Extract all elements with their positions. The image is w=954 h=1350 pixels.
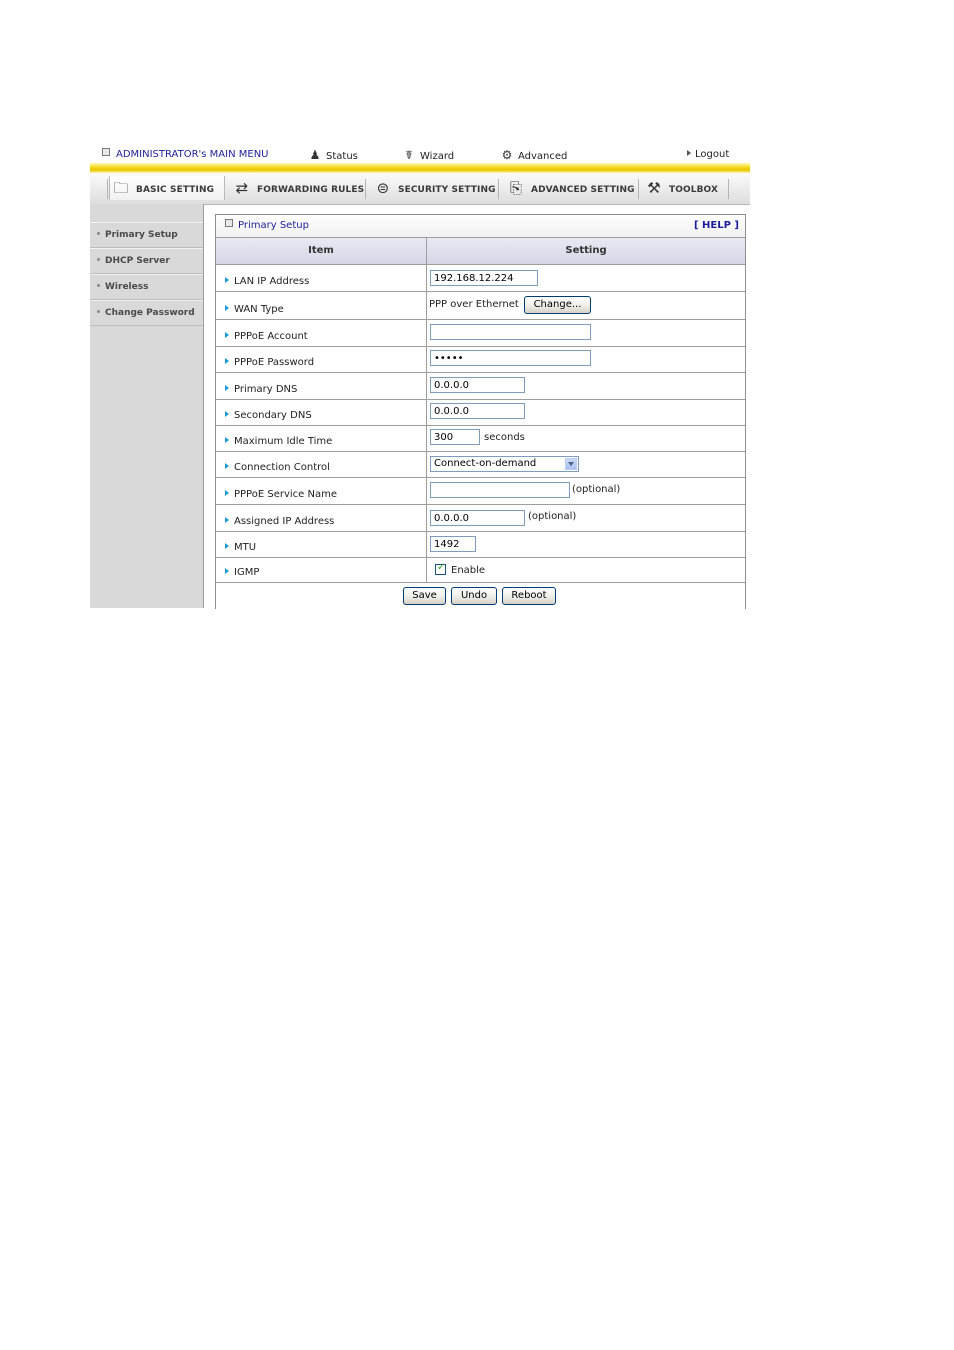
undo-button[interactable]: Undo: [451, 587, 497, 605]
sidebar-item-label: Wireless: [105, 282, 149, 292]
logout-label: Logout: [695, 149, 730, 160]
wizard-icon: ☤: [404, 148, 414, 162]
row-setting-cell: [427, 505, 745, 531]
row-setting-cell: [427, 532, 745, 557]
row-label: [225, 436, 332, 447]
row-primary-dns: [216, 373, 745, 400]
row-arrow-icon: [225, 543, 229, 549]
label-text: LAN IP Address: [234, 276, 310, 287]
panel-square-icon: [225, 219, 233, 227]
select-value: Connect-on-demand: [434, 458, 537, 469]
row-label: [225, 542, 256, 553]
save-button[interactable]: Save: [403, 587, 446, 605]
help-link[interactable]: [ HELP ]: [693, 220, 739, 231]
sidebar-item-change-password[interactable]: [90, 300, 203, 326]
igmp-enable-label: Enable: [451, 565, 486, 576]
lan-ip-input[interactable]: [430, 270, 538, 286]
status-label: Status: [326, 151, 358, 162]
row-arrow-icon: [225, 385, 229, 391]
advanced-label: Advanced: [518, 151, 568, 162]
row-label-cell: [216, 265, 427, 291]
assigned-ip-optional: (optional): [528, 511, 577, 522]
row-label: [225, 357, 314, 368]
row-label: [225, 331, 308, 342]
label-text: PPPoE Account: [234, 331, 308, 342]
row-igmp: [216, 558, 745, 583]
sidebar-item-label: Change Password: [105, 308, 195, 318]
advanced-icon: ⚙: [501, 148, 513, 162]
row-label: [225, 304, 284, 315]
row-setting-cell: [427, 373, 745, 399]
row-setting-cell: [427, 478, 745, 504]
igmp-enable-checkbox[interactable]: [435, 564, 446, 575]
service-name-input[interactable]: [430, 482, 570, 498]
advanced-link[interactable]: [500, 148, 567, 162]
tab-label: BASIC SETTING: [136, 185, 215, 195]
row-arrow-icon: [225, 437, 229, 443]
row-connection-control: [216, 452, 745, 478]
assigned-ip-input[interactable]: [430, 510, 525, 526]
tab-toolbox[interactable]: [643, 176, 718, 200]
label-text: Assigned IP Address: [234, 516, 335, 527]
row-label: [225, 276, 309, 287]
sidebar-item-primary-setup[interactable]: [90, 222, 203, 248]
panel-title: Primary Setup: [238, 220, 309, 231]
sidebar-item-wireless[interactable]: [90, 274, 203, 300]
row-label: [225, 384, 297, 395]
status-person-icon: ♟: [309, 148, 321, 162]
row-setting-cell: [427, 320, 745, 346]
row-lan-ip: [216, 265, 745, 292]
row-pppoe-account: [216, 320, 745, 347]
row-label-cell: [216, 400, 427, 425]
row-label-cell: [216, 426, 427, 451]
logout-link[interactable]: [687, 148, 729, 162]
row-arrow-icon: [225, 332, 229, 338]
pppoe-password-input[interactable]: [430, 350, 591, 366]
tab-separator: [365, 179, 366, 199]
row-label-cell: [216, 478, 427, 504]
pppoe-account-input[interactable]: [430, 324, 591, 340]
row-arrow-icon: [225, 517, 229, 523]
column-header-item: Item: [216, 238, 427, 265]
row-arrow-icon: [225, 277, 229, 283]
bullet-icon: [97, 232, 100, 235]
row-arrow-icon: [225, 411, 229, 417]
logout-arrow-icon: [687, 150, 691, 156]
row-arrow-icon: [225, 463, 229, 469]
row-secondary-dns: [216, 400, 745, 426]
row-setting-cell: [427, 400, 745, 425]
reboot-button[interactable]: Reboot: [502, 587, 556, 605]
top-menu: [90, 146, 750, 164]
tab-separator: [638, 179, 639, 199]
panel-header: [216, 215, 745, 238]
row-mtu: [216, 532, 745, 558]
advanced-setting-icon: ⎘: [509, 179, 523, 197]
status-link[interactable]: [308, 148, 358, 162]
row-label-cell: [216, 532, 427, 557]
label-text: IGMP: [234, 567, 260, 578]
row-label-cell: [216, 452, 427, 477]
row-setting-cell: [427, 347, 745, 372]
row-setting-cell: [427, 265, 745, 291]
row-setting-cell: [427, 426, 745, 451]
change-wan-type-button[interactable]: Change...: [524, 296, 591, 314]
row-label-cell: [216, 347, 427, 372]
yellow-divider-bar: [90, 163, 750, 173]
row-setting-cell: [427, 452, 745, 477]
tab-bar: [90, 173, 750, 205]
label-text: WAN Type: [234, 304, 284, 315]
tab-separator: [498, 179, 499, 199]
service-name-optional: (optional): [572, 484, 621, 495]
sidebar-item-dhcp-server[interactable]: [90, 248, 203, 274]
label-text: MTU: [234, 542, 257, 553]
row-label-cell: [216, 373, 427, 399]
router-admin-app: [90, 146, 750, 608]
tab-label: ADVANCED SETTING: [531, 185, 635, 195]
tab-security-setting[interactable]: [372, 176, 496, 200]
tab-advanced-setting[interactable]: [505, 176, 635, 200]
row-label-cell: [216, 558, 427, 582]
row-label-cell: [216, 320, 427, 346]
row-assigned-ip: [216, 505, 745, 532]
row-label: [225, 489, 337, 500]
tab-separator: [728, 179, 729, 199]
row-label: [225, 516, 334, 527]
bullet-icon: [97, 284, 100, 287]
primary-dns-input[interactable]: [430, 377, 525, 393]
label-text: Secondary DNS: [234, 410, 312, 421]
row-arrow-icon: [225, 305, 229, 311]
label-text: Connection Control: [234, 462, 330, 473]
label-text: Maximum Idle Time: [234, 436, 333, 447]
bullet-icon: [97, 310, 100, 313]
sidebar: [90, 204, 204, 608]
row-label: [225, 410, 312, 421]
wizard-link[interactable]: [402, 148, 454, 162]
row-wan-type: [216, 292, 745, 320]
idle-unit-label: seconds: [484, 432, 525, 443]
column-header-setting: Setting: [427, 238, 745, 265]
row-max-idle-time: [216, 426, 745, 452]
primary-setup-panel: [215, 214, 746, 609]
mtu-input[interactable]: [430, 536, 476, 552]
folder-icon: 🗀: [113, 179, 129, 197]
sidebar-item-label: Primary Setup: [105, 230, 178, 240]
tab-label: FORWARDING RULES: [257, 185, 365, 195]
admin-menu-title: ADMINISTRATOR's MAIN MENU: [116, 149, 269, 160]
row-arrow-icon: [225, 490, 229, 496]
row-arrow-icon: [225, 568, 229, 574]
sidebar-item-label: DHCP Server: [105, 256, 170, 266]
label-text: PPPoE Service Name: [234, 489, 337, 500]
bullet-icon: [97, 258, 100, 261]
tab-separator: [107, 179, 108, 199]
row-setting-cell: [427, 558, 745, 582]
menu-square-icon: [102, 148, 110, 156]
max-idle-input[interactable]: [430, 429, 480, 445]
wan-type-value: PPP over Ethernet: [429, 299, 519, 310]
secondary-dns-input[interactable]: [430, 403, 525, 419]
wizard-label: Wizard: [420, 151, 455, 162]
row-label: [225, 567, 259, 578]
label-text: Primary DNS: [234, 384, 298, 395]
row-pppoe-password: [216, 347, 745, 373]
connection-control-select[interactable]: [430, 456, 579, 472]
label-text: PPPoE Password: [234, 357, 315, 368]
tab-basic-setting[interactable]: [109, 176, 225, 200]
row-label-cell: [216, 292, 427, 319]
row-label-cell: [216, 505, 427, 531]
admin-main-menu: [102, 148, 269, 162]
row-setting-cell: [427, 292, 745, 319]
tab-label: SECURITY SETTING: [398, 185, 496, 195]
security-icon: ⊜: [376, 179, 390, 197]
checkmark-icon: ✓: [437, 562, 446, 573]
row-pppoe-service-name: [216, 478, 745, 505]
toolbox-icon: ⚒: [647, 179, 661, 197]
dropdown-arrow-icon[interactable]: [565, 458, 577, 470]
row-arrow-icon: [225, 358, 229, 364]
row-label: [225, 462, 330, 473]
forwarding-icon: ⇄: [235, 179, 249, 197]
tab-label: TOOLBOX: [669, 185, 719, 195]
tab-forwarding-rules[interactable]: [231, 176, 364, 200]
